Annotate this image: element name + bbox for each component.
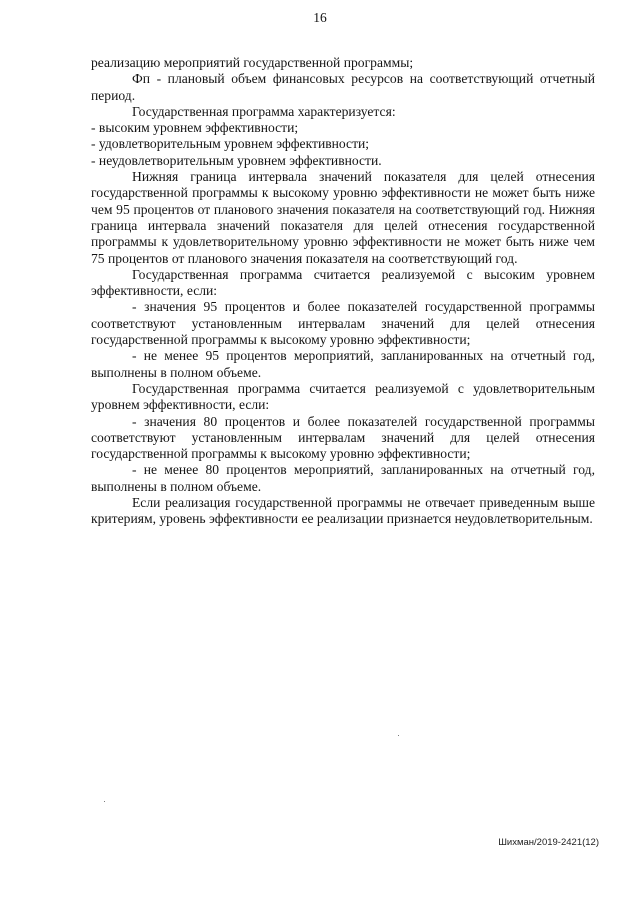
paragraph-satisfactory-efficiency-intro: Государственная программа считается реализуемой с удовлетворительным уровнем эффективности, если: (91, 380, 595, 413)
list-item-high-indicators: - значения 95 процентов и более показателей государственной программы соответствуют установленным интервалам значений для целей отнесения государственной программы к высокому уровню эффективности; (91, 299, 595, 348)
document-code: Шихман/2019-2421(12) (498, 837, 599, 848)
paragraph-characterization-intro: Государственная программа характеризуется: (132, 103, 396, 119)
scan-speck (104, 801, 105, 802)
list-item-satisfactory-level: - удовлетворительным уровнем эффективности; (91, 136, 370, 152)
list-item-unsatisfactory-level: - неудовлетворительным уровнем эффективности. (91, 152, 382, 168)
scan-speck (398, 735, 399, 736)
paragraph-fp-definition: Фп - плановый объем финансовых ресурсов на соответствующий отчетный период. (91, 71, 595, 103)
list-item-high-level: - высоким уровнем эффективности; (91, 120, 299, 136)
document-body (91, 55, 595, 528)
list-item-satisfactory-activities: - не менее 80 процентов мероприятий, запланированных на отчетный год, выполнены в полном объеме. (91, 462, 595, 494)
page-number: 16 (313, 10, 327, 25)
paragraph-lower-bound: Нижняя граница интервала значений показателя для целей отнесения государственной программы к высокому уровню эффективности не может быть ниже чем 95 процентов от планового значения показателя на соответствующий год. Нижняя граница интервала значений показателя для целей отнесения государственной программы к удовлетворительному уровню эффективности не может быть ниже чем 75 процентов от планового значения показателя на соответствующий год. (91, 169, 595, 266)
list-item-high-activities: - не менее 95 процентов мероприятий, запланированных на отчетный год, выполнены в полном объеме. (91, 348, 595, 380)
paragraph-unsatisfactory-conclusion: Если реализация государственной программы не отвечает приведенным выше критериям, уровень эффективности ее реализации признается неудовлетворительным. (91, 495, 595, 527)
paragraph-high-efficiency-intro: Государственная программа считается реализуемой с высоким уровнем эффективности, если: (91, 266, 595, 299)
list-item-satisfactory-indicators: - значения 80 процентов и более показателей государственной программы соответствуют установленным интервалам значений для целей отнесения государственной программы к высокому уровню эффективности; (91, 413, 595, 462)
paragraph-continuation: реализацию мероприятий государственной программы; (91, 55, 414, 70)
